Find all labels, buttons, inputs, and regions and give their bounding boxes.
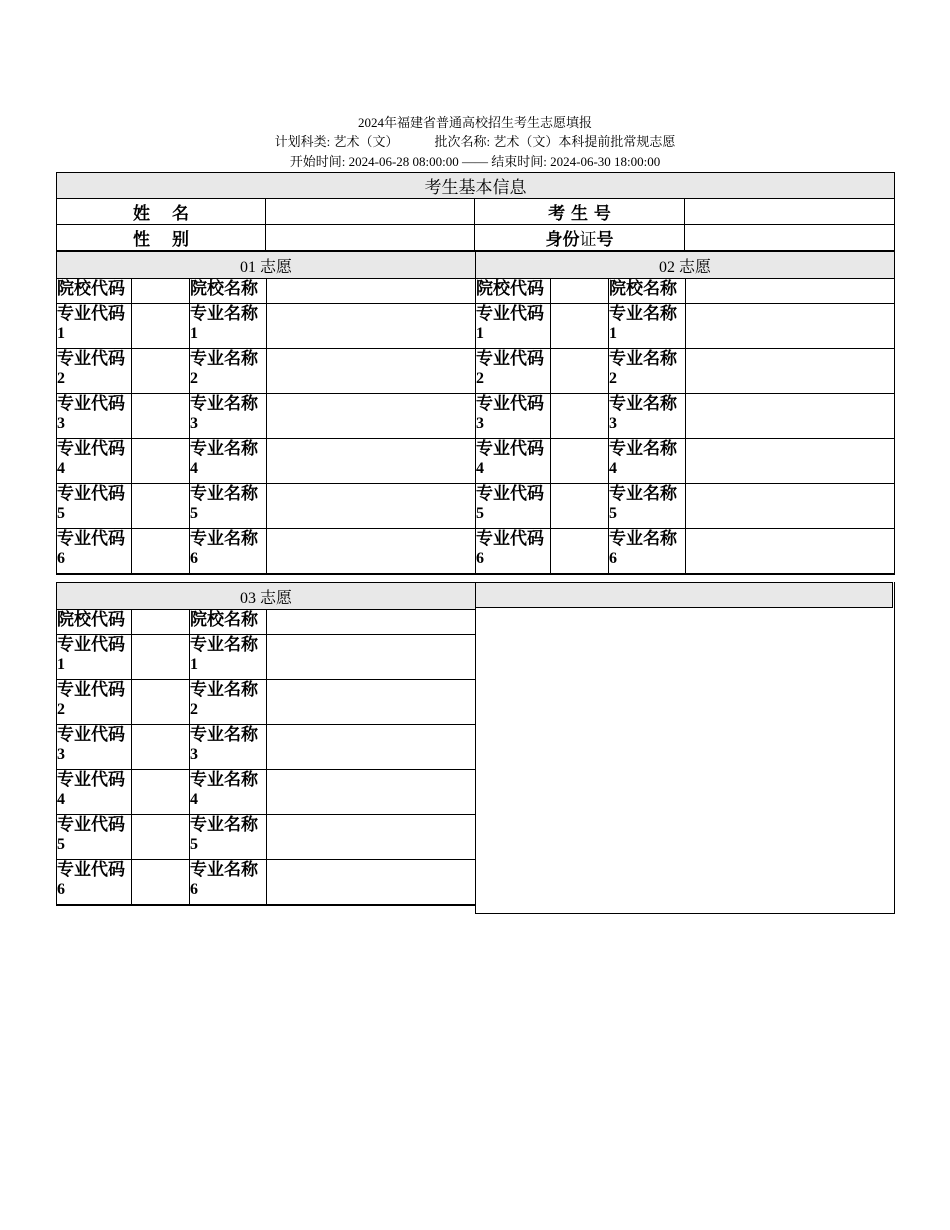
school-code-value — [132, 279, 190, 304]
major-code-value — [132, 484, 190, 529]
major-name-label: 专业名称 5 — [190, 484, 267, 529]
major-code-label: 专业代码 6 — [57, 860, 132, 906]
wish-table-3 — [56, 582, 476, 906]
major-name-value — [686, 484, 895, 529]
exam-number-value — [685, 199, 895, 225]
school-code-label: 院校代码 — [57, 279, 132, 304]
major-code-label: 专业代码 4 — [57, 770, 132, 815]
major-name-label: 专业名称 5 — [609, 484, 686, 529]
plan-batch-line: 计划科类: 艺术（文） 批次名称: 艺术（文）本科提前批常规志愿 — [274, 134, 676, 149]
major-name-label: 专业名称 6 — [190, 860, 267, 906]
major-name-label: 专业名称 5 — [190, 815, 267, 860]
id-number-label: 身份证号 — [475, 225, 685, 252]
school-name-label: 院校名称 — [609, 279, 686, 304]
major-name-value — [686, 439, 895, 484]
major-name-value — [267, 725, 476, 770]
school-name-value — [686, 279, 895, 304]
major-code-label: 专业代码 5 — [476, 484, 551, 529]
major-code-value — [551, 349, 609, 394]
major-code-label: 专业代码 6 — [476, 529, 551, 575]
major-code-value — [551, 304, 609, 349]
basic-info-table — [56, 172, 895, 252]
major-name-label: 专业名称 2 — [190, 680, 267, 725]
major-code-label: 专业代码 3 — [57, 725, 132, 770]
major-row — [57, 725, 476, 770]
school-name-label: 院校名称 — [190, 279, 267, 304]
wish-table-2 — [475, 251, 895, 575]
major-name-label: 专业名称 1 — [190, 635, 267, 680]
page-title: 2024年福建省普通高校招生考生志愿填报 — [357, 115, 592, 130]
major-code-label: 专业代码 2 — [57, 680, 132, 725]
major-code-label: 专业代码 2 — [476, 349, 551, 394]
school-code-value — [551, 279, 609, 304]
major-name-label: 专业名称 4 — [190, 439, 267, 484]
school-code-value — [132, 610, 190, 635]
major-name-label: 专业名称 6 — [190, 529, 267, 575]
major-code-value — [132, 815, 190, 860]
major-row — [57, 349, 476, 394]
wish-header: 02 志愿 — [476, 252, 895, 279]
major-code-value — [132, 529, 190, 575]
major-row — [57, 770, 476, 815]
empty-section — [475, 582, 895, 914]
major-name-label: 专业名称 3 — [190, 394, 267, 439]
major-row — [57, 529, 476, 575]
major-code-value — [132, 770, 190, 815]
major-name-value — [267, 635, 476, 680]
major-code-value — [132, 439, 190, 484]
major-name-value — [267, 484, 476, 529]
major-row — [476, 529, 895, 575]
major-code-label: 专业代码 5 — [57, 484, 132, 529]
major-code-value — [132, 394, 190, 439]
major-code-value — [132, 680, 190, 725]
school-row — [57, 610, 476, 635]
major-code-value — [132, 349, 190, 394]
name-value — [266, 199, 475, 225]
major-code-value — [551, 484, 609, 529]
major-code-value — [132, 725, 190, 770]
major-code-value — [551, 394, 609, 439]
gender-label: 性 别 — [57, 225, 266, 252]
school-row — [57, 279, 476, 304]
major-row — [476, 349, 895, 394]
major-code-label: 专业代码 4 — [57, 439, 132, 484]
school-name-value — [267, 279, 476, 304]
major-row — [57, 815, 476, 860]
major-name-value — [267, 439, 476, 484]
exam-number-label: 考 生 号 — [475, 199, 685, 225]
major-code-label: 专业代码 5 — [57, 815, 132, 860]
school-code-label: 院校代码 — [476, 279, 551, 304]
major-code-label: 专业代码 1 — [57, 304, 132, 349]
major-code-label: 专业代码 3 — [476, 394, 551, 439]
major-row — [476, 439, 895, 484]
major-name-label: 专业名称 3 — [190, 725, 267, 770]
major-row — [476, 394, 895, 439]
major-name-label: 专业名称 2 — [609, 349, 686, 394]
major-name-label: 专业名称 1 — [609, 304, 686, 349]
major-name-value — [267, 529, 476, 575]
major-row — [476, 304, 895, 349]
major-name-value — [686, 304, 895, 349]
major-name-label: 专业名称 4 — [190, 770, 267, 815]
major-name-value — [686, 349, 895, 394]
major-name-label: 专业名称 6 — [609, 529, 686, 575]
basic-info-header: 考生基本信息 — [57, 173, 895, 199]
wish-table-1 — [56, 251, 476, 575]
major-name-value — [267, 680, 476, 725]
major-name-value — [686, 394, 895, 439]
school-code-label: 院校代码 — [57, 610, 132, 635]
major-name-label: 专业名称 1 — [190, 304, 267, 349]
major-code-value — [132, 635, 190, 680]
major-row — [57, 635, 476, 680]
major-row — [57, 394, 476, 439]
major-row — [57, 439, 476, 484]
school-name-value — [267, 610, 476, 635]
wish-header: 01 志愿 — [57, 252, 476, 279]
school-name-label: 院校名称 — [190, 610, 267, 635]
major-row — [57, 304, 476, 349]
major-row — [57, 484, 476, 529]
major-code-label: 专业代码 1 — [57, 635, 132, 680]
school-row — [476, 279, 895, 304]
name-label: 姓 名 — [57, 199, 266, 225]
major-code-value — [551, 439, 609, 484]
major-code-label: 专业代码 1 — [476, 304, 551, 349]
major-name-value — [686, 529, 895, 575]
major-code-value — [132, 860, 190, 906]
major-name-value — [267, 304, 476, 349]
major-code-label: 专业代码 6 — [57, 529, 132, 575]
major-name-value — [267, 394, 476, 439]
major-name-label: 专业名称 3 — [609, 394, 686, 439]
major-name-value — [267, 860, 476, 906]
major-code-label: 专业代码 4 — [476, 439, 551, 484]
major-name-value — [267, 815, 476, 860]
major-name-label: 专业名称 2 — [190, 349, 267, 394]
gender-value — [266, 225, 475, 252]
time-range-line: 开始时间: 2024-06-28 08:00:00 —— 结束时间: 2024-06-30 18:00:00 — [289, 154, 661, 169]
major-code-value — [132, 304, 190, 349]
major-row — [57, 860, 476, 906]
id-number-value — [685, 225, 895, 252]
major-code-value — [551, 529, 609, 575]
major-row — [476, 484, 895, 529]
major-row — [57, 680, 476, 725]
major-name-label: 专业名称 4 — [609, 439, 686, 484]
wish-header: 03 志愿 — [57, 583, 476, 610]
major-name-value — [267, 349, 476, 394]
major-code-label: 专业代码 3 — [57, 394, 132, 439]
major-code-label: 专业代码 2 — [57, 349, 132, 394]
major-name-value — [267, 770, 476, 815]
